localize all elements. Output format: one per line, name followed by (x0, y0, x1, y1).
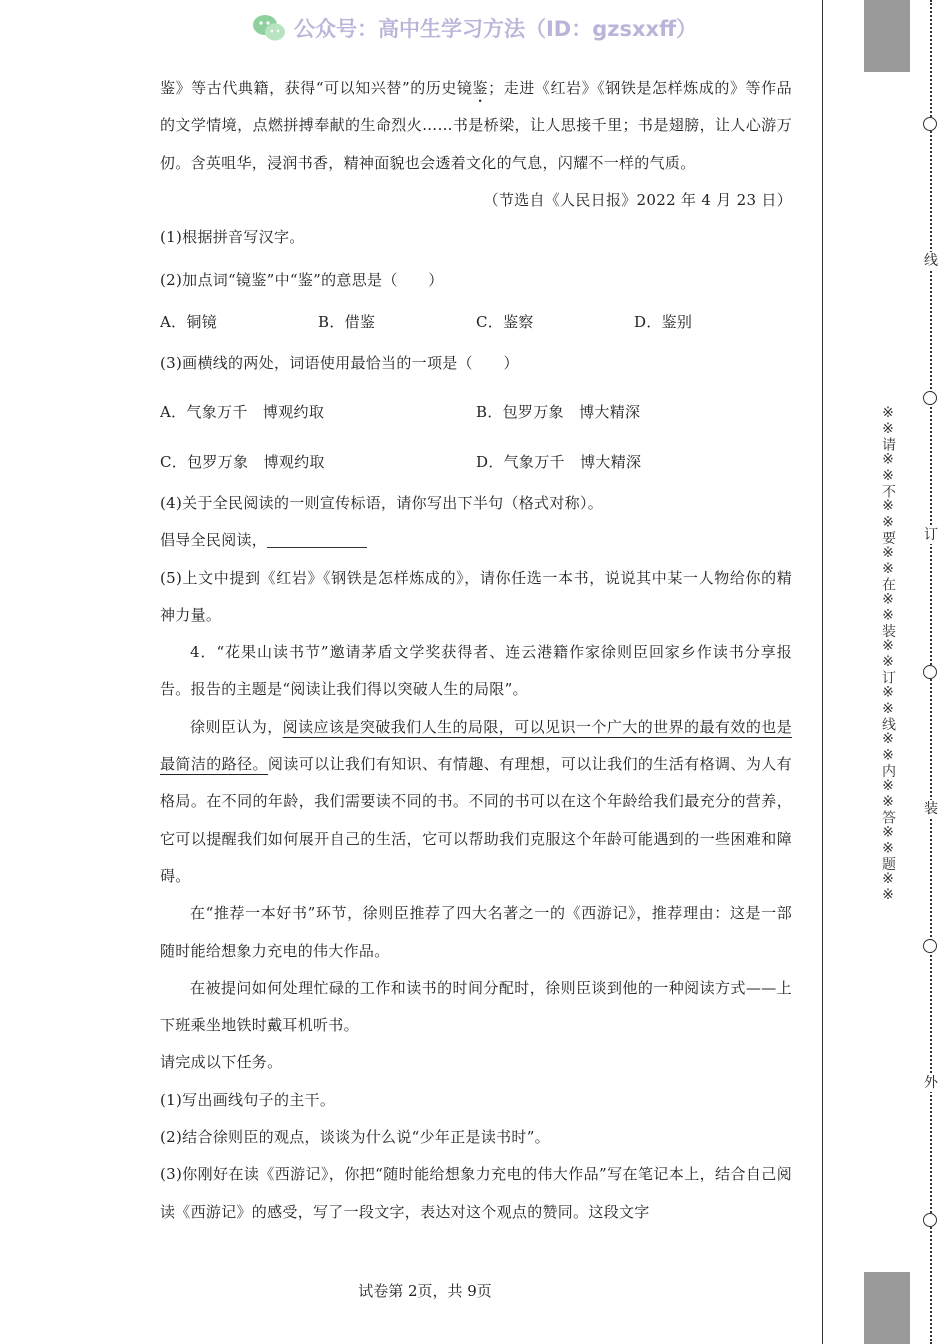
question-3-1: (1)根据拼音写汉字。 (160, 228, 305, 247)
question-3-2-options (160, 304, 792, 341)
task-2: (2)结合徐则臣的观点，谈谈为什么说“少年正是读书时”。 (160, 1128, 550, 1147)
task-1: (1)写出画线句子的主干。 (160, 1090, 336, 1109)
dotted-character: 鉴 (472, 79, 489, 97)
binding-hole (923, 117, 937, 131)
answer-blank[interactable] (267, 529, 367, 548)
watermark-text: 公众号：高中生学习方法（ID：gzsxxff） (294, 17, 698, 41)
option-b[interactable]: B．包罗万象 博大精深 (476, 403, 641, 422)
binding-mark-wai: 外 (924, 1075, 938, 1091)
underlined-sentence: 阅读应该是突破我们人生的局限，可以见识一个广大的世界的最有效的也是最简洁的路径。 (160, 717, 792, 774)
binding-hole (923, 391, 937, 405)
binding-bar-bottom (864, 1272, 910, 1344)
exam-content (160, 70, 792, 1231)
binding-hole (923, 1213, 937, 1227)
binding-mark-xian: 线 (924, 253, 938, 269)
passage-paragraph: 鉴》等古代典籍，获得“可以知兴替”的历史镜鉴；走进《红岩》《钢铁是怎样炼成的》等作品的文学情境，点燃拼搏奉献的生命烈火……书是桥梁，让人思接千里；书是翅膀，让人心游万仞。含英咀华，浸润书香，精神面貌也会透着文化的气息，闪耀不一样的气质。 (160, 79, 792, 172)
binding-warning: ※※请※※不※※要※※在※※装※※订※※线※※内※※答※※题※※ (880, 405, 896, 904)
option-c[interactable]: C．包罗万象 博观约取 (160, 452, 325, 471)
question-4-paragraph-2: 在“推荐一本好书”环节，徐则臣推荐了四大名著之一的《西游记》，推荐理由：这是一部随时能给想象力充电的伟大作品。 (160, 904, 792, 960)
binding-hole (923, 665, 937, 679)
page-footer: 试卷第 2页，共 9页 (358, 1282, 492, 1300)
option-a[interactable]: A．铜镜 (160, 312, 218, 331)
binding-hole (923, 939, 937, 953)
slogan-line: 倡导全民阅读， (160, 522, 792, 559)
question-3-3-options-row1 (160, 394, 792, 431)
binding-mark-ding: 订 (924, 527, 938, 543)
question-3-3-options-row2 (160, 444, 792, 481)
option-d[interactable]: D．气象万千 博大精深 (476, 452, 642, 471)
wechat-icon (252, 14, 286, 42)
option-a[interactable]: A．气象万千 博观约取 (160, 403, 325, 422)
question-4-paragraph-3: 在被提问如何处理忙碌的工作和读书的时间分配时，徐则臣谈到他的一种阅读方式——上下班乘坐地铁时戴耳机听书。 (160, 978, 792, 1035)
task-3: (3)你刚好在读《西游记》，你把“随时能给想象力充电的伟大作品”写在笔记本上，结合自己阅读《西游记》的感受，写了一段文字，表达对这个观点的赞同。这段文字 (160, 1165, 792, 1221)
binding-bar-top (864, 0, 910, 72)
passage-source: （节选自《人民日报》2022 年 4 月 23 日） (483, 190, 792, 209)
question-4-intro: 4．“花果山读书节”邀请茅盾文学奖获得者、连云港籍作家徐则臣回家乡作读书分享报告。报告的主题是“阅读让我们得以突破人生的局限”。 (160, 643, 792, 699)
binding-divider (822, 0, 823, 1344)
question-3-4: (4)关于全民阅读的一则宣传标语，请你写出下半句（格式对称）。 (160, 493, 604, 512)
question-3-3: (3)画横线的两处，词语使用最恰当的一项是（ ） (160, 354, 519, 373)
question-4-paragraph-1: 徐则臣认为，阅读应该是突破我们人生的局限，可以见识一个广大的世界的最有效的也是最简洁的路径。阅读可以让我们有知识、有情趣、有理想，可以让我们的生活有格调、为人有格局。在不同的年龄，我们需要读不同的书。不同的书可以在这个年龄给我们最充分的营养，它可以提醒我们如何展开自己的生活，它可以帮助我们克服这个年龄可能遇到的一些困难和障碍。 (160, 717, 792, 885)
option-c[interactable]: C．鉴察 (476, 312, 534, 331)
watermark (252, 12, 697, 44)
task-heading: 请完成以下任务。 (160, 1053, 283, 1072)
question-3-5: (5)上文中提到《红岩》《钢铁是怎样炼成的》，请你任选一本书，说说其中某一人物给你的精神力量。 (160, 568, 792, 624)
option-d[interactable]: D．鉴别 (634, 312, 693, 331)
binding-mark-zhuang: 装 (924, 801, 938, 817)
option-b[interactable]: B．借鉴 (318, 312, 376, 331)
question-3-2: (2)加点词“镜鉴”中“鉴”的意思是（ ） (160, 271, 444, 290)
